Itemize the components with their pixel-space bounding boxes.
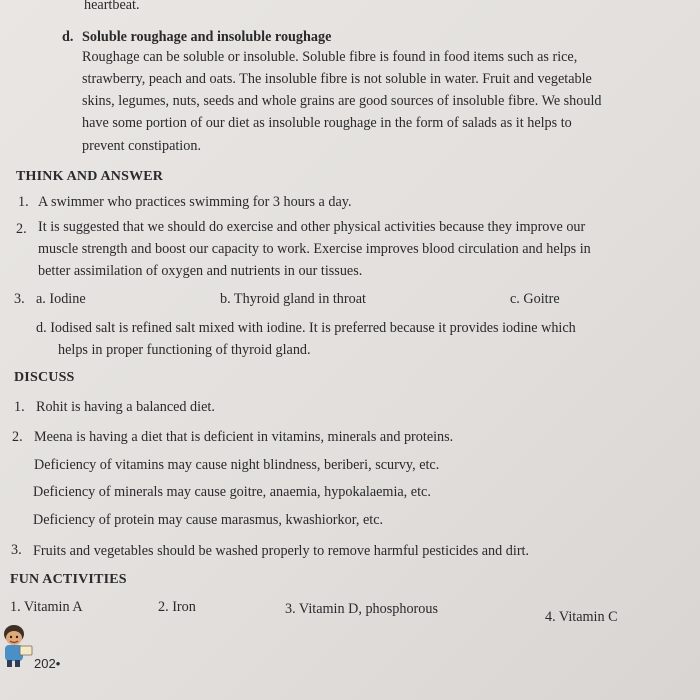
activity-answer: 1. Vitamin A xyxy=(10,599,83,615)
page-number: 202• xyxy=(34,656,61,671)
activity-answer: 4. Vitamin C xyxy=(545,609,618,625)
answer-text: Rohit is having a balanced diet. xyxy=(36,399,215,415)
paragraph-line: skins, legumes, nuts, seeds and whole grains are good sources of insoluble fibre. We should xyxy=(82,93,602,109)
item-number: 2. xyxy=(12,429,23,445)
text-line: heartbeat. xyxy=(84,0,140,13)
paragraph-line: have some portion of our diet as insoluble roughage in the form of salads as it helps to xyxy=(82,115,572,131)
answer-line: helps in proper functioning of thyroid gland. xyxy=(58,342,311,358)
answer-option-d: d. Iodised salt is refined salt mixed with iodine. It is preferred because it provides iodine which xyxy=(36,320,576,336)
section-heading: FUN ACTIVITIES xyxy=(10,572,127,587)
subsection-label: d. xyxy=(62,29,74,45)
paragraph-line: strawberry, peach and oats. The insoluble fibre is not soluble in water. Fruit and vegetable xyxy=(82,71,592,87)
mascot-icon xyxy=(0,622,34,668)
item-number: 1. xyxy=(18,194,29,210)
section-heading: DISCUSS xyxy=(14,370,75,385)
activity-answer: 3. Vitamin D, phosphorous xyxy=(285,601,438,617)
answer-option-a: a. Iodine xyxy=(36,291,86,307)
answer-option-b: b. Thyroid gland in throat xyxy=(220,291,366,307)
answer-text: Meena is having a diet that is deficient in vitamins, minerals and proteins. xyxy=(34,429,454,445)
answer-option-c: c. Goitre xyxy=(510,291,560,307)
answer-text: Fruits and vegetables should be washed properly to remove harmful pesticides and dirt. xyxy=(33,543,530,559)
section-heading: THINK AND ANSWER xyxy=(16,169,164,184)
activity-answer: 2. Iron xyxy=(158,599,196,615)
item-number: 2. xyxy=(16,221,27,237)
answer-sub-line: Deficiency of vitamins may cause night blindness, beriberi, scurvy, etc. xyxy=(34,457,440,473)
answer-sub-line: Deficiency of protein may cause marasmus, kwashiorkor, etc. xyxy=(33,512,384,528)
answer-line: muscle strength and boost our capacity to work. Exercise improves blood circulation and helps in xyxy=(38,241,591,257)
answer-line: better assimilation of oxygen and nutrients in our tissues. xyxy=(38,263,363,279)
paragraph-line: prevent constipation. xyxy=(82,138,201,154)
item-number: 3. xyxy=(14,291,25,307)
paragraph-line: Roughage can be soluble or insoluble. Soluble fibre is found in food items such as rice, xyxy=(82,49,578,65)
subsection-title: Soluble roughage and insoluble roughage xyxy=(82,29,332,45)
answer-line: It is suggested that we should do exercise and other physical activities because they improve our xyxy=(38,219,586,235)
answer-text: A swimmer who practices swimming for 3 hours a day. xyxy=(38,194,352,210)
answer-sub-line: Deficiency of minerals may cause goitre, anaemia, hypokalaemia, etc. xyxy=(33,484,431,500)
item-number: 3. xyxy=(11,542,22,558)
item-number: 1. xyxy=(14,399,25,415)
